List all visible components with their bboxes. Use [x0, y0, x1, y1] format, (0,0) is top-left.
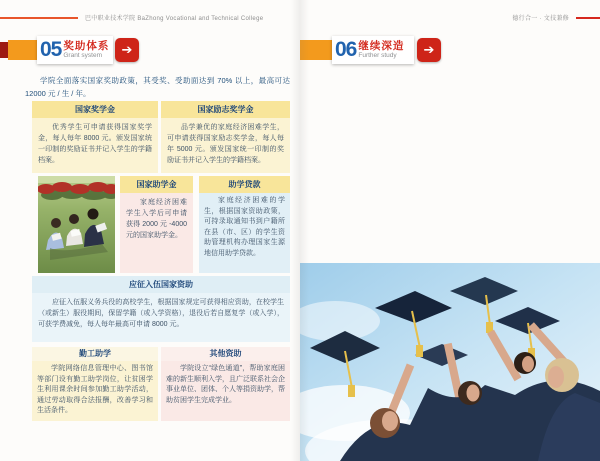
box-body: 品学兼优的家庭经济困难学生，可申请获得国家励志奖学金，每人每年 5000 元。颁发国家统一印制的奖励证书并记入学生的学籍档案。	[161, 118, 290, 173]
section-title-cn-left: 奖助体系	[63, 40, 110, 52]
banner-card-right	[332, 36, 414, 64]
photo-students-reading-on-lawn	[38, 176, 115, 273]
box-national-scholarship	[32, 101, 158, 173]
intro-paragraph: 学院全面落实国家奖助政策，其受奖、受助面达到 70% 以上，最高可达 12000 元 / 生 / 年。	[25, 76, 290, 98]
box-body: 优秀学生可申请获得国家奖学金，每人每年 8000 元。颁发国家统一印制的奖励证书并记入学生的学籍档案。	[32, 118, 158, 173]
section-titles-right	[358, 41, 404, 59]
box-body: 家庭经济困难的学生，根据国家资助政策，可持录取通知书到户籍所在县（市、区）的学生资助管理机构办理国家生源地信用助学贷款。	[199, 193, 290, 273]
box-work-study	[32, 347, 158, 423]
box-title: 国家助学金	[120, 176, 193, 193]
box-title: 助学贷款	[199, 176, 290, 193]
box-military-service	[32, 276, 290, 342]
box-other-aid	[161, 347, 290, 423]
box-title: 国家励志奖学金	[161, 101, 290, 118]
page-right	[300, 0, 600, 461]
box-student-loan	[199, 176, 290, 273]
running-head-text-right: 德行合一 · 文技兼修	[512, 16, 569, 22]
red-arrow-icon-left	[115, 38, 139, 62]
box-title: 应征入伍国家资助	[32, 276, 290, 293]
section-number-right: 06	[335, 38, 357, 61]
arrow-glyph: ➔	[121, 42, 133, 57]
box-title: 其他资助	[161, 347, 290, 361]
red-arrow-icon-right	[417, 38, 441, 62]
box-body: 学院网络信息管理中心、图书馆等部门设有勤工助学岗位，让贫困学生利用课余时间参加勤工助学活动，通过劳动取得合法报酬，改善学习和生活条件。	[32, 361, 158, 421]
box-title: 国家奖学金	[32, 101, 158, 118]
box-national-grant	[120, 176, 193, 273]
banner-card-left	[37, 36, 113, 64]
box-encouragement-scholarship	[161, 101, 290, 173]
section-titles-left	[63, 41, 109, 59]
section-number-left: 05	[40, 38, 62, 61]
box-body: 家庭经济困难学生入学后可申请获得 2000 元 -4000 元的国家助学金。	[120, 193, 193, 273]
section-title-en-right: Further study	[358, 51, 397, 59]
running-head-rule-left	[0, 17, 78, 19]
box-body: 学院设立“绿色通道”，帮助家庭困难的新生顺利入学，且广泛联系社会企事业单位、团体、个人等捐资助学，帮助贫困学生完成学业。	[161, 361, 290, 421]
arrow-glyph: ➔	[423, 42, 435, 57]
running-head-left	[0, 13, 263, 22]
photo-graduates-throwing-caps	[300, 263, 600, 461]
section-title-en-left: Grant system	[63, 51, 103, 59]
box-title: 勤工助学	[32, 347, 158, 361]
running-head-text-left: 巴中职业技术学院 BaZhong Vocational and Technical College	[85, 16, 264, 22]
page-gutter	[291, 0, 309, 461]
box-body: 应征入伍服义务兵役的高校学生，根据国家规定可获得相应资助，在校学生（或新生）服役期间，保留学籍（或入学资格），退役后若自愿复学（或入学），可获学费减免，每人每年最高可申请 8000 元。	[32, 293, 290, 342]
running-head-rule-right	[576, 17, 600, 19]
running-head-right	[512, 13, 600, 22]
section-title-cn-right: 继续深造	[358, 40, 405, 52]
